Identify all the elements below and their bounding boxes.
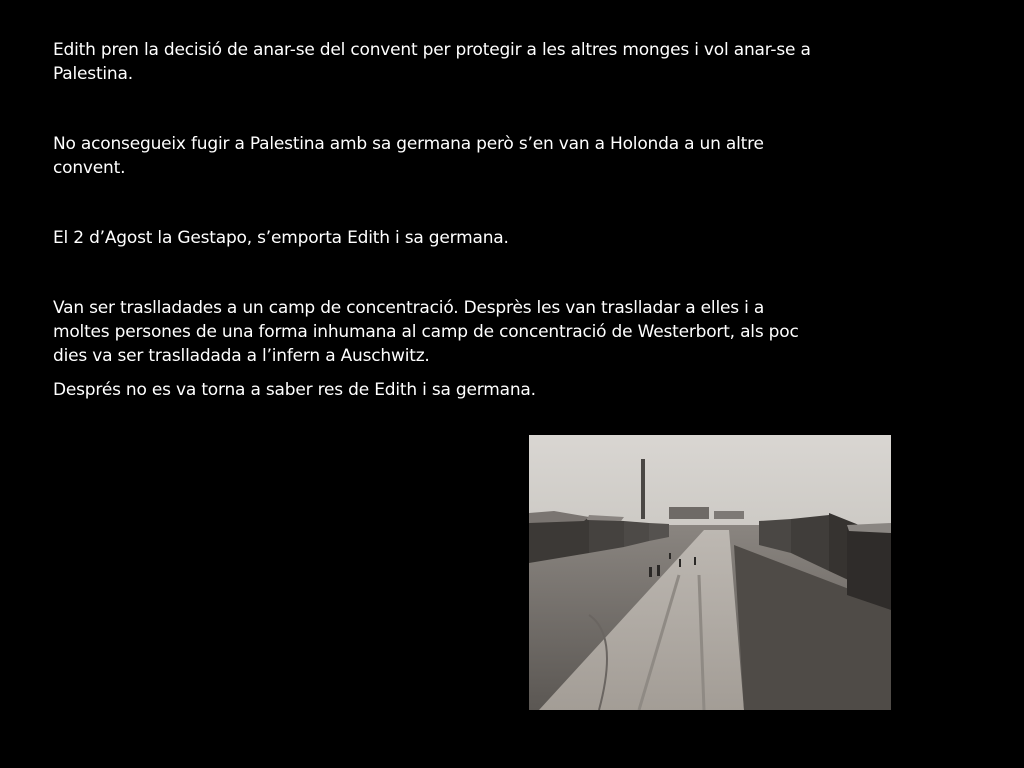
paragraph-decision: Edith pren la decisió de anar-se del convent per protegir a les altres monges i vol anar-se a Palestina.	[53, 40, 811, 84]
paragraph-holland: No aconsegueix fugir a Palestina amb sa germana però s’en van a Holonda a un altre convent.	[53, 134, 764, 178]
paragraph-camps: Van ser traslladades a un camp de concentració. Desprès les van traslladar a elles i a moltes persones de una forma inhumana al camp de concentració de Westerbort, als poc dies va ser traslladada a l’infern a Auschwitz.	[53, 298, 799, 366]
slide-text	[53, 38, 913, 402]
paragraph-gestapo: El 2 d’Agost la Gestapo, s’emporta Edith i sa germana.	[53, 228, 509, 248]
paragraph-ending: Després no es va torna a saber res de Edith i sa germana.	[53, 380, 536, 400]
camp-photo	[529, 435, 891, 710]
